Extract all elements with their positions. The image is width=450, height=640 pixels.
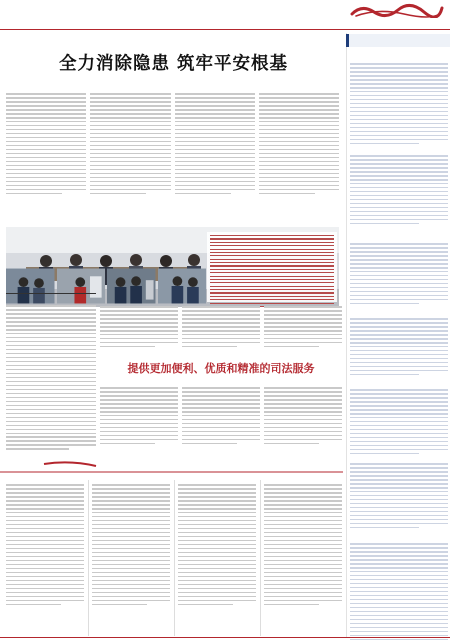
- text-column: [100, 387, 178, 457]
- photo-thumb: [57, 268, 106, 304]
- story2-body-text: [100, 306, 342, 358]
- life-column: [174, 480, 256, 636]
- text-column: [175, 93, 255, 223]
- rail-section: [350, 307, 448, 378]
- photo-caption: [207, 232, 337, 302]
- lead-headline: 全力消除隐患 筑牢平安根基: [58, 54, 289, 74]
- photo-thumb: [158, 268, 207, 304]
- banner-brush-icon: [0, 460, 343, 476]
- rail-section: [350, 144, 448, 227]
- text-column: [264, 387, 342, 457]
- photo-thumb: [107, 268, 156, 304]
- feature-title: [6, 293, 96, 296]
- text-column: [100, 306, 178, 358]
- life-column: [260, 480, 342, 636]
- text-column: [90, 93, 170, 223]
- photo-thumb-icon: [57, 268, 106, 304]
- photo-thumb-icon: [6, 268, 55, 304]
- text-column: [182, 387, 260, 457]
- rail-header-icon: [346, 34, 450, 47]
- text-column: [259, 93, 339, 223]
- life-column: [6, 480, 84, 636]
- rail-section: [350, 452, 448, 531]
- life-section-banner: [0, 460, 343, 476]
- rail-section: [350, 378, 448, 457]
- feature-body-text: [6, 305, 96, 457]
- newspaper-logo: [348, 2, 446, 18]
- text-column: [182, 306, 260, 358]
- life-column: [88, 480, 170, 636]
- story3-headline: 提供更加便利、优质和精准的司法服务: [127, 362, 315, 375]
- rail-section: [350, 52, 448, 147]
- rail-header: [346, 34, 450, 47]
- photo-strip: [6, 268, 206, 304]
- rail-section: [350, 232, 448, 307]
- footer-rule: [0, 637, 450, 638]
- life-section: [6, 480, 342, 636]
- story3-body-text: [100, 387, 342, 457]
- logo-graphic-icon: [348, 2, 446, 18]
- lead-body-text: [6, 93, 339, 223]
- photo-thumb-icon: [158, 268, 207, 304]
- rail-section: [350, 532, 448, 640]
- masthead: [0, 0, 450, 30]
- photo-thumb-icon: [107, 268, 156, 304]
- photo-thumb: [6, 268, 55, 304]
- text-column: [6, 93, 86, 223]
- text-column: [264, 306, 342, 358]
